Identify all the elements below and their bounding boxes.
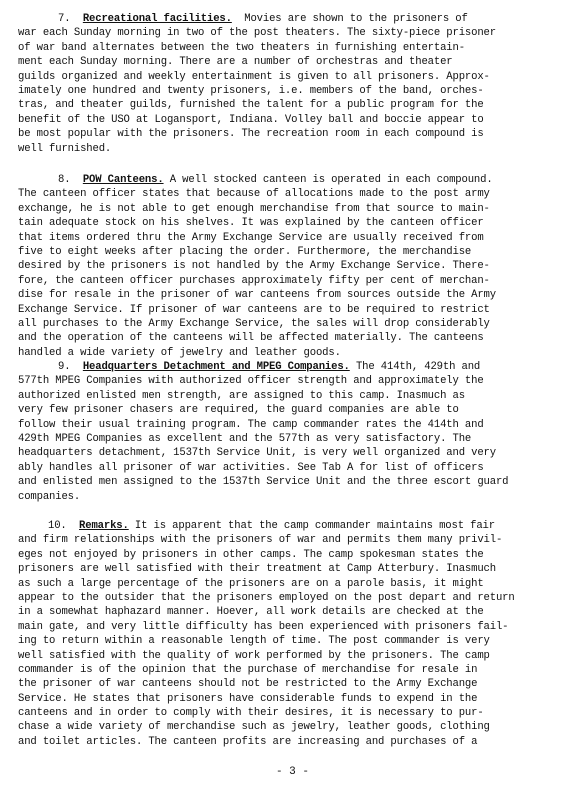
paragraph-line: fore, the canteen officer purchases approximately fifty per cent of merchan- bbox=[18, 274, 490, 287]
paragraph-line: the prisoner of war canteens should not be restricted to the Army Exchange bbox=[18, 678, 478, 691]
paragraph-line: Movies are shown to the prisoners of bbox=[231, 13, 468, 25]
paragraph-line: Exchange Service. If prisoner of war canteens are to be required to restrict bbox=[18, 303, 490, 316]
paragraph-line: It is apparent that the camp commander maintains most fair bbox=[128, 520, 495, 532]
paragraph-line: tain adequate stock on his shelves. It was explained by the canteen officer bbox=[18, 217, 484, 230]
paragraph-number: 8. bbox=[58, 174, 71, 186]
paragraph-line: well satisfied with the quality of work performed by the prisoners. The camp bbox=[18, 649, 490, 662]
paragraph-7 bbox=[18, 12, 574, 156]
paragraph-line: headquarters detachment, 1537th Service Unit, is very well organized and very bbox=[18, 447, 496, 460]
paragraph-line: ment each Sunday morning. There are a number of orchestras and theater bbox=[18, 56, 453, 69]
paragraph-line: canteens and in order to comply with their desires, it is necessary to pur- bbox=[18, 707, 484, 720]
paragraph-line: The canteen officer states that because of allocations made to the post army bbox=[18, 188, 490, 201]
paragraph-number: 7. bbox=[58, 13, 71, 25]
paragraph-line: Service. He states that prisoners have considerable funds to expend in the bbox=[18, 692, 478, 705]
paragraph-line: and toilet articles. The canteen profits are increasing and purchases of a bbox=[18, 735, 478, 748]
paragraph-line: tras, and theater guilds, furnished the talent for a public program for the bbox=[18, 99, 484, 112]
paragraph-line: as such a large percentage of the prisoners are on a parole basis, it might bbox=[18, 577, 484, 590]
paragraph-line: authorized enlisted men strength, are assigned to this camp. Inasmuch as bbox=[18, 389, 465, 402]
paragraph-line: be most popular with the prisoners. The recreation room in each compound is bbox=[18, 128, 484, 141]
paragraph-line: desired by the prisoners is not handled by the Army Exchange Service. There- bbox=[18, 260, 490, 273]
paragraph-first-line bbox=[18, 12, 574, 26]
paragraph-line: follow their usual training program. The camp commander rates the 414th and bbox=[18, 418, 484, 431]
paragraph-line: chase a wide variety of merchandise such as jewelry, leather goods, clothing bbox=[18, 721, 490, 734]
paragraph-line: imately one hundred and twenty prisoners, i.e. members of the band, orches- bbox=[18, 84, 484, 97]
paragraph-line: well furnished. bbox=[18, 142, 112, 155]
paragraph-first-line bbox=[18, 360, 574, 374]
paragraph-heading: POW Canteens. bbox=[82, 174, 164, 186]
paragraph-heading: Recreational facilities. bbox=[82, 13, 232, 25]
paragraph-line: ably handles all prisoner of war activities. See Tab A for list of officers bbox=[18, 461, 484, 474]
paragraph-line: 429th MPEG Companies as excellent and the 577th as very satisfactory. The bbox=[18, 433, 472, 446]
page-number: - 3 - bbox=[275, 766, 309, 778]
paragraph-line: The 414th, 429th and bbox=[349, 361, 481, 374]
paragraph-line: all purchases to the Army Exchange Service, the sales will drop considerably bbox=[18, 317, 490, 330]
paragraph-line: appear to the outsider that the prisoners employed on the post depart and return bbox=[18, 591, 515, 604]
paragraph-line: in a somewhat haphazard manner. Hoever, all work details are checked at the bbox=[18, 606, 484, 619]
paragraph-line: and firm relationships with the prisoners of war and permits them many privil- bbox=[18, 534, 503, 547]
paragraph-heading: Headquarters Detachment and MPEG Companies. bbox=[82, 361, 350, 374]
paragraph-line: handled a wide variety of jewelry and leather goods. bbox=[18, 346, 341, 359]
paragraph-line: war each Sunday morning in two of the post theaters. The sixty-piece prisoner bbox=[18, 27, 496, 40]
paragraph-number: 9. bbox=[58, 361, 71, 374]
paragraph-line: eges not enjoyed by prisoners in other camps. The camp spokesman states the bbox=[18, 548, 484, 561]
paragraph-line: that items ordered thru the Army Exchange Service are usually received from bbox=[18, 231, 484, 244]
paragraph-heading: Remarks. bbox=[79, 520, 129, 532]
paragraph-line: and enlisted men assigned to the 1537th Service Unit and the three escort guard bbox=[18, 476, 509, 489]
paragraph-line: main gate, and very little difficulty has been experienced with prisoners fail- bbox=[18, 620, 509, 633]
paragraph-line: of war band alternates between the two theaters in furnishing entertain- bbox=[18, 41, 465, 54]
paragraph-number: 10. bbox=[48, 520, 67, 532]
paragraph-line: commander is of the opinion that the purchase of merchandise for resale in bbox=[18, 663, 478, 676]
paragraph-line: guilds organized and weekly entertainment is given to all prisoners. Approx- bbox=[18, 70, 490, 83]
paragraph-line: dise for resale in the prisoner of war canteens from sources outside the Army bbox=[18, 289, 496, 302]
paragraph-line: benefit of the USO at Logansport, Indiana. Volley ball and boccie appear to bbox=[18, 113, 484, 126]
paragraph-line: five to eight weeks after placing the order. Furthermore, the merchandise bbox=[18, 245, 472, 258]
paragraph-first-line bbox=[18, 173, 574, 187]
paragraph-line: ing to return within a reasonable length of time. The post commander is very bbox=[18, 635, 490, 648]
paragraph-line: very few prisoner chasers are required, the guard companies are able to bbox=[18, 404, 459, 417]
paragraph-8 bbox=[18, 173, 574, 504]
paragraph-first-line bbox=[18, 519, 574, 533]
paragraph-line: companies. bbox=[18, 490, 81, 503]
paragraph-line: exchange, he is not able to get enough merchandise from that source to main- bbox=[18, 202, 490, 215]
paragraph-line: and the operation of the canteens will be affected materially. The canteens bbox=[18, 332, 484, 345]
paragraph-line: A well stocked canteen is operated in each compound. bbox=[163, 174, 493, 186]
paragraph-10 bbox=[18, 519, 574, 749]
paragraph-line: 577th MPEG Companies with authorized officer strength and approximately the bbox=[18, 375, 484, 388]
paragraph-line: prisoners are well satisfied with their treatment at Camp Atterbury. Inasmuch bbox=[18, 563, 496, 576]
